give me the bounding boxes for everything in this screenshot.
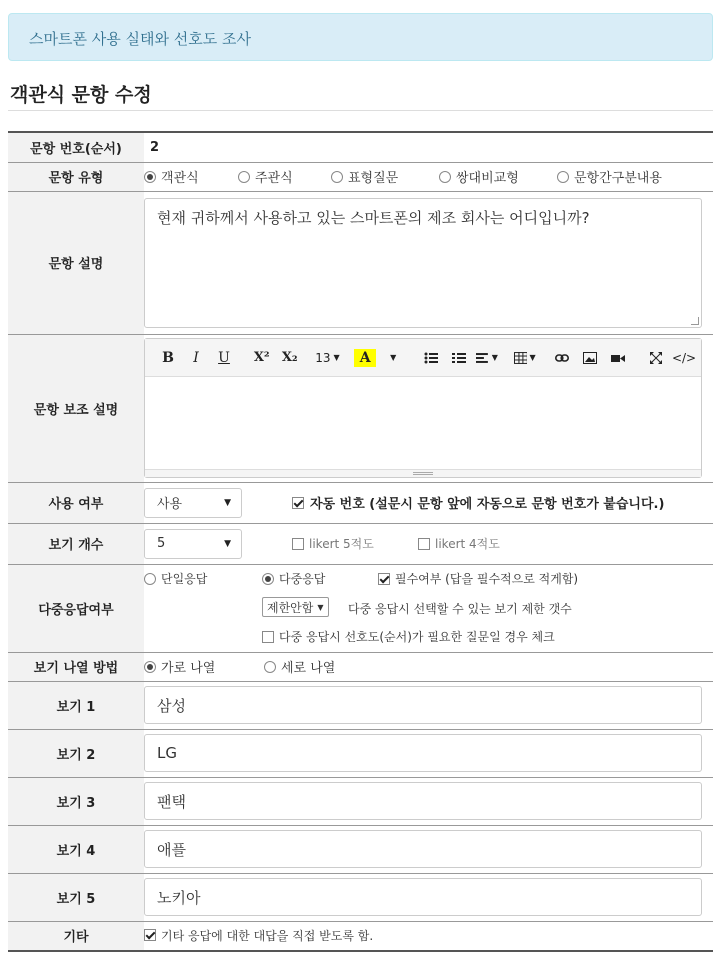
option-5-input[interactable]: 노키아: [144, 878, 702, 916]
aux-label: 문항 보조 설명: [8, 334, 144, 482]
question-form: [8, 131, 713, 952]
option-3-input[interactable]: 팬택: [144, 782, 702, 820]
auto-number-checkbox[interactable]: 자동 번호 (설문시 문항 앞에 자동으로 문항 번호가 붙습니다.): [292, 493, 664, 512]
checkbox-icon: [292, 497, 304, 509]
preference-checkbox[interactable]: 다중 응답시 선호도(순서)가 필요한 질문일 경우 체크: [262, 628, 555, 645]
horizontal-layout-radio[interactable]: 가로 나열: [144, 657, 264, 676]
survey-title: 스마트폰 사용 실태와 선호도 조사: [29, 30, 251, 48]
checkbox-icon: [262, 631, 274, 643]
option-4-input[interactable]: 애플: [144, 830, 702, 868]
page-title: 객관식 문항 수정: [10, 84, 152, 106]
caret-down-icon: ▼: [333, 353, 340, 362]
count-select[interactable]: 5 ▼: [144, 529, 242, 559]
description-text: 현재 귀하께서 사용하고 있는 스마트폰의 제조 회사는 어디입니까?: [157, 208, 590, 227]
rich-text-editor[interactable]: [144, 338, 702, 478]
subscript-button[interactable]: X₂: [281, 350, 298, 365]
caret-down-icon: ▼: [224, 538, 231, 549]
radio-icon: [144, 661, 156, 673]
font-color-button[interactable]: A: [354, 349, 376, 367]
description-label: 문항 설명: [8, 191, 144, 334]
usage-label: 사용 여부: [8, 482, 144, 523]
resize-grip-icon[interactable]: [691, 317, 699, 325]
caret-down-icon[interactable]: ▼: [390, 353, 397, 362]
table-icon[interactable]: ▼: [514, 346, 536, 370]
option-2-input[interactable]: LG: [144, 734, 702, 772]
limit-select[interactable]: 제한안함 ▼: [262, 597, 329, 617]
required-checkbox[interactable]: 필수여부 (답을 필수적으로 적게함): [378, 570, 578, 587]
checkbox-icon: [144, 929, 156, 941]
option-1-input[interactable]: 삼성: [144, 686, 702, 724]
italic-button[interactable]: I: [193, 349, 199, 366]
ordered-list-icon[interactable]: [448, 346, 470, 370]
survey-title-banner: [8, 13, 713, 61]
radio-icon: [144, 171, 156, 183]
code-view-button[interactable]: </>: [671, 350, 697, 365]
single-response-radio[interactable]: 단일응답: [144, 570, 207, 587]
title-divider: [8, 110, 713, 111]
editor-toolbar: [145, 339, 701, 377]
unordered-list-icon[interactable]: [420, 346, 442, 370]
image-icon[interactable]: [579, 346, 601, 370]
type-radio-group: [144, 167, 713, 186]
other-label: 기타: [8, 921, 144, 951]
likert5-checkbox[interactable]: likert 5적도: [292, 535, 418, 552]
checkbox-icon: [378, 573, 390, 585]
font-size-dropdown[interactable]: 13 ▼: [315, 350, 340, 365]
multi-label: 다중응답여부: [8, 564, 144, 652]
type-radio-table[interactable]: 표형질문: [331, 167, 439, 186]
likert4-checkbox[interactable]: likert 4적도: [418, 535, 500, 552]
radio-icon: [262, 573, 274, 585]
count-label: 보기 개수: [8, 523, 144, 564]
radio-icon: [264, 661, 276, 673]
number-label: 문항 번호(순서): [8, 132, 144, 162]
checkbox-icon: [418, 538, 430, 550]
caret-down-icon: ▼: [317, 602, 324, 612]
type-radio-subjective[interactable]: 주관식: [238, 167, 331, 186]
number-value: 2: [144, 132, 713, 162]
link-icon[interactable]: [551, 346, 573, 370]
radio-icon: [557, 171, 569, 183]
multiple-response-radio[interactable]: 다중응답: [262, 570, 325, 587]
option-3-label: 보기 3: [8, 777, 144, 825]
checkbox-icon: [292, 538, 304, 550]
type-radio-objective[interactable]: 객관식: [144, 167, 238, 186]
superscript-button[interactable]: X²: [253, 350, 270, 365]
layout-label: 보기 나열 방법: [8, 652, 144, 681]
radio-icon: [331, 171, 343, 183]
radio-icon: [144, 573, 156, 585]
editor-resize-handle[interactable]: [145, 469, 701, 477]
option-1-label: 보기 1: [8, 681, 144, 729]
fullscreen-icon[interactable]: [645, 346, 667, 370]
usage-select[interactable]: 사용 ▼: [144, 488, 242, 518]
align-dropdown-icon[interactable]: ▼: [476, 346, 498, 370]
type-label: 문항 유형: [8, 162, 144, 191]
radio-icon: [439, 171, 451, 183]
type-radio-pairwise[interactable]: 쌍대비교형: [439, 167, 557, 186]
option-4-label: 보기 4: [8, 825, 144, 873]
other-response-checkbox[interactable]: 기타 응답에 대한 대답을 직접 받도록 함.: [144, 927, 373, 944]
option-2-label: 보기 2: [8, 729, 144, 777]
vertical-layout-radio[interactable]: 세로 나열: [264, 657, 335, 676]
type-radio-divider[interactable]: 문항간구분내용: [557, 167, 662, 186]
limit-description: 다중 응답시 선택할 수 있는 보기 제한 갯수: [348, 602, 572, 616]
radio-icon: [238, 171, 250, 183]
caret-down-icon: ▼: [224, 497, 231, 508]
option-5-label: 보기 5: [8, 873, 144, 921]
description-textarea[interactable]: [144, 198, 702, 328]
underline-button[interactable]: U: [218, 349, 230, 366]
bold-button[interactable]: B: [162, 349, 174, 366]
video-icon[interactable]: [607, 346, 629, 370]
